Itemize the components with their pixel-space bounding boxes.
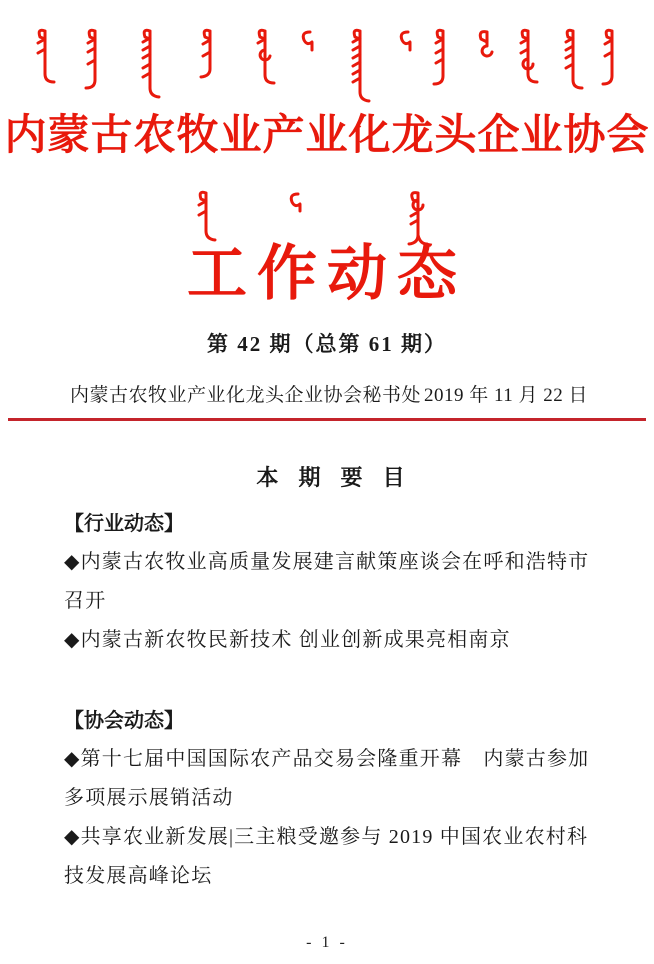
mongolian-script-row-middle <box>192 188 462 246</box>
industry-items <box>64 543 604 660</box>
mongolian-script-row-top <box>27 26 627 108</box>
toc-item: ◆内蒙古农牧业高质量发展建言献策座谈会在呼和浩特市召开 <box>64 551 590 612</box>
section-title-association: 【协会动态】 <box>64 710 184 732</box>
red-divider-rule <box>8 418 646 421</box>
toc-item: ◆内蒙古新农牧民新技术 创业创新成果亮相南京 <box>64 629 511 651</box>
issue-number: 第 42 期（总第 61 期） <box>207 332 447 356</box>
section-title-industry: 【行业动态】 <box>64 513 184 535</box>
masthead <box>0 26 654 358</box>
association-items <box>64 740 604 896</box>
page-number: - 1 - <box>306 934 348 951</box>
org-name-title: 内蒙古农牧业产业化龙头企业协会 <box>4 113 650 159</box>
toc-item: ◆第十七届中国国际农产品交易会隆重开幕 内蒙古参加多项展示展销活动 <box>64 748 590 809</box>
bulletin-title: 工作动态 <box>187 241 467 307</box>
publish-date: 2019 年 11 月 22 日 <box>423 385 588 406</box>
table-of-contents <box>0 461 654 896</box>
toc-item: ◆共享农业新发展|三主粮受邀参与 2019 中国农业农村科技发展高峰论坛 <box>64 826 589 887</box>
publisher-name: 内蒙古农牧业产业化龙头企业协会秘书处 <box>70 385 422 406</box>
publisher-row <box>0 380 654 407</box>
contents-heading: 本 期 要 目 <box>256 465 412 490</box>
